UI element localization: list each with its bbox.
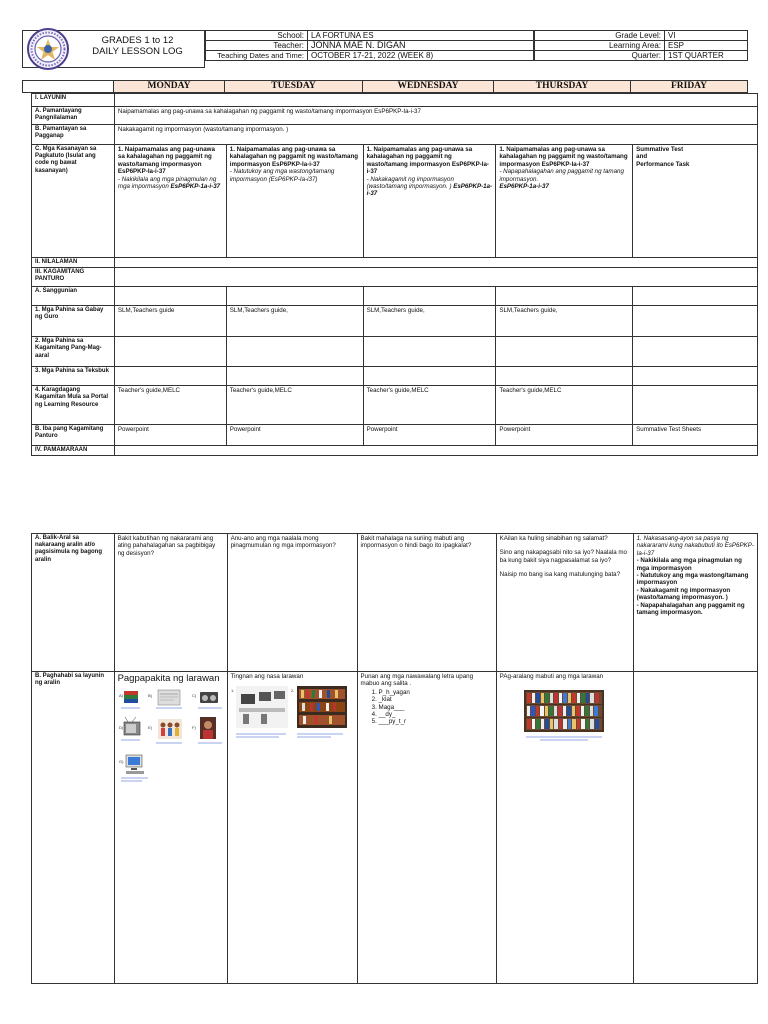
teksbuk-tuesday [226, 367, 363, 386]
area-value: ESP [665, 41, 748, 51]
iba-pang-wednesday: Powerpoint [363, 425, 496, 446]
svg-text:D): D) [118, 725, 123, 730]
pang-mag-aaral-wednesday [363, 337, 496, 367]
row-label-gabay: 1. Mga Pahina sa Gabay ng Guro [32, 306, 115, 337]
person-image [192, 717, 222, 743]
gabay-tuesday: SLM,Teachers guide, [226, 306, 363, 337]
kasanayan-wednesday [363, 145, 496, 258]
grade-info-table [533, 30, 748, 61]
iba-pang-friday: Summative Test Sheets [633, 425, 758, 446]
school-value: LA FORTUNA ES [308, 31, 535, 41]
deped-seal-icon [26, 27, 70, 71]
row-label-kagamitang: III. KAGAMITANG PANTURO [32, 268, 115, 287]
day-wednesday: WEDNESDAY [363, 81, 494, 93]
balik-aral-thursday-q2: Sino ang nakapagsabi nito sa iyo? Naalala mo ba kung bakit siya nagpasalamat sa iyo? [499, 549, 627, 564]
row-label-iba-pang: B. Iba pang Kagamitang Panturo [32, 425, 115, 446]
svg-text:G): G) [118, 759, 124, 764]
quarter-value: 1ST QUARTER [665, 51, 748, 61]
gabay-thursday: SLM,Teachers guide, [496, 306, 633, 337]
kasanayan-wednesday-objective: 1. Naipamamalas ang pag-unawa sa kahalagahan ng paggamit ng wasto/tamang impormasyon EsP6PKP-Ia-i-37 [366, 146, 489, 176]
missing-letters-item: 2. _klat [379, 696, 493, 703]
balik-aral-tuesday: Anu-ano ang mga naalala mong pinagmumulan ng mga impormasyon? [227, 534, 357, 672]
row-label-karagdagang: 4. Karagdagang Kagamitan Mula sa Portal ng Learning Resource [32, 386, 115, 425]
karagdagang-thursday: Teacher's guide,MELC [496, 386, 633, 425]
kasanayan-friday-line2: and [636, 153, 648, 161]
teksbuk-thursday [496, 367, 633, 386]
kasanayan-thursday-code: EsP6PKP-1a-i-37 [499, 183, 549, 191]
balik-aral-thursday [496, 534, 633, 672]
svg-text:1.: 1. [230, 688, 234, 694]
svg-text:E): E) [147, 725, 152, 730]
pang-mag-aaral-monday [114, 337, 226, 367]
row-label-nilalaman: II. NILALAMAN [32, 258, 115, 268]
paghahabi-monday [114, 672, 227, 984]
svg-text:2.: 2. [290, 688, 294, 694]
balik-aral-friday [633, 534, 757, 672]
paghahabi-thursday [496, 672, 633, 984]
paghahabi-wednesday-title: Punan ang mga nawawalang letra upang mabuo ang salita . [360, 673, 474, 688]
pang-mag-aaral-tuesday [226, 337, 363, 367]
newspaper-image [148, 690, 182, 708]
karagdagang-wednesday: Teacher's guide,MELC [363, 386, 496, 425]
computer-image [119, 755, 148, 781]
document-title [70, 35, 205, 57]
grade-value: VI [665, 31, 748, 41]
radio-image [192, 692, 222, 708]
iba-pang-thursday: Powerpoint [496, 425, 633, 446]
teksbuk-monday [114, 367, 226, 386]
school-info-table [205, 30, 535, 61]
gabay-wednesday: SLM,Teachers guide, [363, 306, 496, 337]
sanggunian-tuesday [226, 287, 363, 306]
library-image [291, 686, 347, 737]
kagamitang-cell [114, 268, 757, 287]
title-line-1: GRADES 1 to 12 [101, 35, 174, 46]
balik-aral-friday-line5: - Napapahalagahan ang paggamit ng tamang impormasyon. [636, 601, 745, 617]
kasanayan-thursday [496, 145, 633, 258]
svg-text:F): F) [191, 725, 196, 730]
area-label: Learning Area: [534, 41, 665, 51]
pang-mag-aaral-friday [633, 337, 758, 367]
day-tuesday: TUESDAY [225, 81, 363, 93]
balik-aral-monday: Bakit kabutihan ng nakararami ang ating pahahalagahan sa pagbibigay ng desisyon? [114, 534, 227, 672]
dates-value: OCTOBER 17-21, 2022 (WEEK 8) [308, 51, 535, 61]
iba-pang-tuesday: Powerpoint [226, 425, 363, 446]
row-label-teksbuk: 3. Mga Pahina sa Teksbuk [32, 367, 115, 386]
day-monday: MONDAY [114, 81, 225, 93]
kasanayan-friday-line3: Performance Task [636, 160, 690, 168]
svg-text:A): A) [118, 693, 123, 698]
kasanayan-tuesday-sub: - Natutukoy ang mga wastong/tamang impormasyon (EsP6PKP-Ia-i37) [229, 168, 335, 183]
teacher-label: Teacher: [206, 41, 308, 51]
kasanayan-monday-objective: 1. Naipamamalas ang pag-unawa sa kahalagahan ng paggamit ng wasto/tamang impormasyon EsP6PKP-Ia-i-37 [117, 146, 215, 176]
balik-aral-friday-line4: - Nakakagamit ng impormasyon (wasto/tamang impormasyon. ) [636, 586, 731, 602]
school-label: School: [206, 31, 308, 41]
row-label-sanggunian: A. Sanggunian [32, 287, 115, 306]
balik-aral-friday-line3: - Natutukoy ang mga wastong/tamang impormasyon [636, 572, 749, 587]
paghahabi-monday-image-grid [118, 687, 224, 817]
nilalaman-cell [114, 258, 757, 268]
missing-letters-item: 5. ___py_t_r [379, 718, 493, 725]
row-label-kasanayan: C. Mga Kasanayan sa Pagkatuto (Isulat ang code ng bawat kasanayan) [32, 145, 115, 258]
missing-letters-item: 4. __dy_ [379, 711, 493, 718]
day-thursday: THURSDAY [494, 81, 631, 93]
sanggunian-thursday [496, 287, 633, 306]
paghahabi-wednesday [357, 672, 496, 984]
kasanayan-friday-line1: Summative Test [636, 146, 684, 153]
balik-aral-wednesday: Bakit mahalaga na suriing mabuti ang impormasyon o hindi bago ito ipagkalat? [357, 534, 496, 672]
books-image [119, 691, 140, 708]
missing-letters-item: 1. P_h_yagan [379, 689, 493, 696]
grade-label: Grade Level: [534, 31, 665, 41]
kasanayan-monday-code: EsP6PKP-1a-i-37 [168, 183, 221, 191]
kasanayan-tuesday [226, 145, 363, 258]
paghahabi-friday [633, 672, 757, 984]
karagdagang-friday [633, 386, 758, 425]
row-label-balik-aral: A. Balik-Aral sa nakaraang aralin at/o pagsisimula ng bagong aralin [32, 534, 115, 672]
lesson-grid-top [31, 93, 758, 456]
row-label-paghahabi: B. Paghahabi sa layunin ng aralin [32, 672, 115, 984]
balik-aral-thursday-q1: KAilan ka huling sinabihan ng salamat? [499, 535, 608, 542]
day-header-blank [23, 81, 114, 93]
row-label-layunin: I. LAYUNIN [32, 94, 115, 107]
missing-letters-list [361, 689, 493, 726]
paghahabi-monday-title: Pagpapakita ng larawan [117, 673, 220, 684]
row-label-pang-mag-aaral: 2. Mga Pahina sa Kagamitang Pang-Mag-aaral [32, 337, 115, 367]
karagdagang-monday: Teacher's guide,MELC [114, 386, 226, 425]
row-label-pamamaraan: IV. PAMAMARAAN [32, 446, 115, 456]
computer-lab-image [231, 686, 288, 737]
layunin-cell [114, 94, 757, 107]
kasanayan-thursday-objective: 1. Naipamamalas ang pag-unawa sa kahalagahan ng paggamit ng wasto/tamang impormasyon EsP6PKP-Ia-i-37 [499, 146, 628, 168]
day-header-row [22, 80, 748, 93]
svg-text:B): B) [147, 693, 152, 698]
sanggunian-friday [633, 287, 758, 306]
sanggunian-wednesday [363, 287, 496, 306]
paghahabi-tuesday [227, 672, 357, 984]
quarter-label: Quarter: [534, 51, 665, 61]
title-line-2: DAILY LESSON LOG [92, 46, 183, 57]
svg-text:C): C) [191, 693, 196, 698]
people-image [148, 719, 182, 743]
pamantayan-pagganap-text: Nakakagamit ng impormasyon (wasto/tamang impormasyon. ) [114, 125, 757, 145]
iba-pang-monday: Powerpoint [114, 425, 226, 446]
paghahabi-tuesday-title: Tingnan ang nasa larawan [230, 673, 304, 680]
sanggunian-monday [114, 287, 226, 306]
kasanayan-tuesday-objective: 1. Naipamamalas ang pag-unawa sa kahalagahan ng paggamit ng wasto/tamang impormasyon EsP6PKP-Ia-i-37 [229, 146, 359, 168]
teksbuk-wednesday [363, 367, 496, 386]
row-label-pamantayang-pangnilalaman: A. Pamantayang Pangnilalaman [32, 107, 115, 125]
kasanayan-monday-sub: - Nakikilala ang mga pinagmulan ng mga impormasyon [117, 175, 217, 191]
gabay-monday: SLM,Teachers guide [114, 306, 226, 337]
kasanayan-monday [114, 145, 226, 258]
tv-image [119, 717, 140, 740]
kasanayan-wednesday-sub: - Nakakagamit ng impormasyon (wasto/tamang impormasyon. ) [366, 175, 454, 191]
kasanayan-wednesday-code: EsP6PKP-1a-i-37 [366, 183, 493, 198]
row-label-pamantayan-pagganap: B. Pamantayan sa Pagganap [32, 125, 115, 145]
karagdagang-tuesday: Teacher's guide,MELC [226, 386, 363, 425]
missing-letters-item: 3. Maga___ [379, 704, 493, 711]
pang-mag-aaral-thursday [496, 337, 633, 367]
teacher-value: JONNA MAE N. DIGAN [308, 41, 535, 51]
bookshelf-image [500, 690, 628, 750]
dates-label: Teaching Dates and Time: [206, 51, 308, 61]
pamamaraan-cell [114, 446, 757, 456]
balik-aral-friday-line2: - Nakikilala ang mga pinagmulan ng mga impormasyon [636, 557, 742, 572]
gabay-friday [633, 306, 758, 337]
lesson-grid-bottom [31, 533, 758, 984]
balik-aral-friday-line1: 1. Nakasasang-ayon sa pasya ng nakararami kung nakabubuti ito EsP6PKP-Ia-i-37 [636, 535, 754, 557]
kasanayan-thursday-sub: - Napapahalagahan ang paggamit ng tamang impormasyon. [499, 168, 624, 183]
paghahabi-thursday-title: PAg-aralang mabuti ang mga larawan [499, 673, 604, 680]
paghahabi-tuesday-images [231, 684, 353, 756]
day-friday: FRIDAY [631, 81, 748, 93]
kasanayan-friday [633, 145, 758, 258]
pamantayang-pangnilalaman-text: Naipamamalas ang pag-unawa sa kahalagahan ng paggamit ng wasto/tamang impormasyon EsP6PKP-Ia-i-37 [114, 107, 757, 125]
teksbuk-friday [633, 367, 758, 386]
balik-aral-thursday-q3: Naisip mo bang isa kang matulunging bata? [499, 571, 621, 579]
